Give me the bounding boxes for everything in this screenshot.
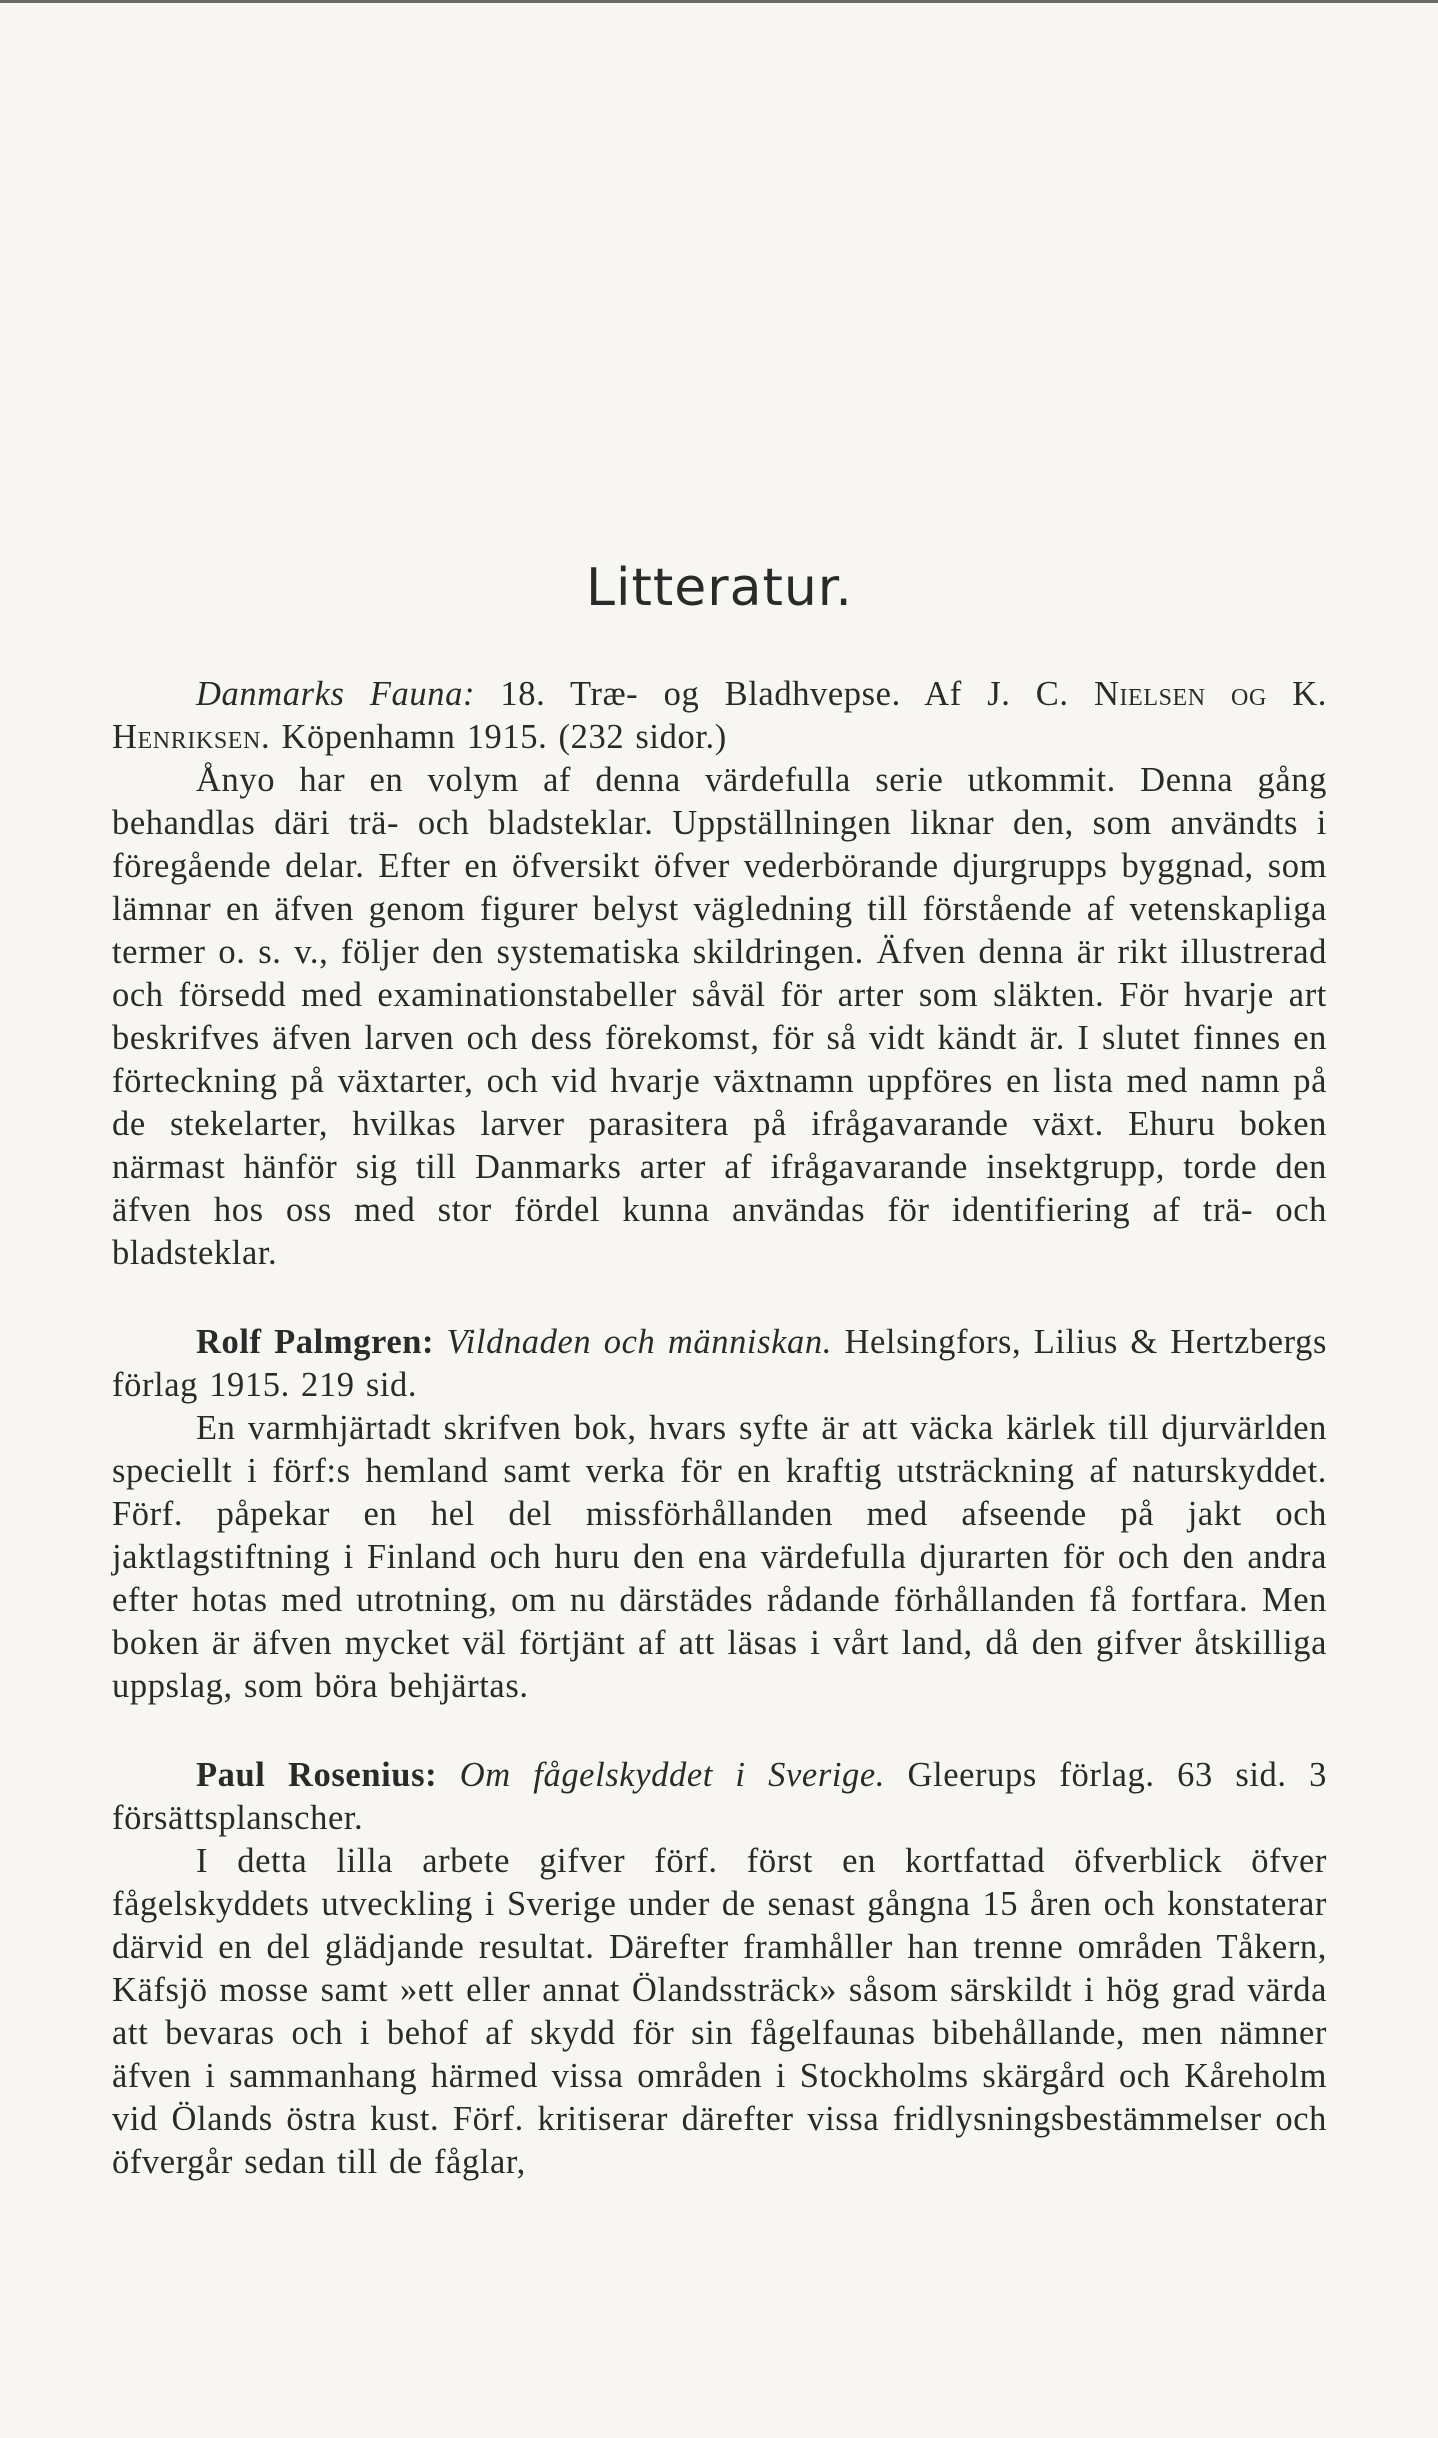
- review-title: Om fågelskyddet i Sverige.: [459, 1756, 886, 1795]
- review-author: Rolf Palmgren:: [196, 1323, 435, 1362]
- review-publication: Helsingfors, Lilius & Hertzbergs förlag 1915. 219 sid.: [112, 1323, 1327, 1405]
- review-body: Ånyo har en volym af denna värdefulla serie utkommit. Denna gång behandlas däri trä- och bladsteklar. Uppställningen liknar den, som användts i föregående delar. Efter en öfversikt öfver vederbörande djurgrupps byggnad, som lämnar en äfven genom figurer belyst vägledning till förstående af vetenskapliga termer o. s. v., följer den systematiska skildringen. Äfven denna är rikt illustrerad och försedd med examinationstabeller såväl för arter som släkten. För hvarje art beskrifves äfven larven och dess förekomst, för så vidt kändt är. I slutet finnes en förteckning på växtarter, och vid hvarje växtnamn uppföres en lista med namn på de stekelarter, hvilkas larver parasitera på ifrågavarande växt. Ehuru boken närmast hänför sig till Danmarks arter af ifrågavarande insektgrupp, torde den äfven hos oss med stor fördel kunna användas för identifiering af trä- och bladsteklar.: [112, 761, 1327, 1273]
- page-top-edge: [0, 0, 1438, 3]
- review-fagelskyddet: [112, 1754, 1327, 2184]
- review-citation: [112, 1754, 1327, 1840]
- review-author: Paul Rosenius:: [196, 1756, 438, 1795]
- review-body: En varmhjärtadt skrifven bok, hvars syfte är att väcka kärlek till djurvärlden speciellt i förf:s hemland samt verka för en kraftig utsträckning af naturskyddet. Förf. påpekar en hel del missförhållanden med afseende på jakt och jaktlagstiftning i Finland och huru den ena värdefulla djurarten för och den andra efter hotas med utrotning, om nu därstädes rådande förhållanden få fortfara. Men boken är äfven mycket väl förtjänt af att läsas i vårt land, då den gifver åtskilliga uppslag, som böra behjärtas.: [112, 1409, 1327, 1706]
- review-publication: Köpenhamn 1915. (232 sidor.): [270, 718, 727, 757]
- review-citation: [112, 1321, 1327, 1407]
- review-citation: [112, 673, 1327, 759]
- page-content: [112, 560, 1327, 2230]
- review-vildnaden: [112, 1321, 1327, 1708]
- page-title: Litteratur.: [586, 558, 853, 618]
- review-body: I detta lilla arbete gifver förf. först en kortfattad öfverblick öfver fågelskyddets utveckling i Sverige under de senast gångna 15 åren och konstaterar därvid en del glädjande resultat. Därefter framhåller han trenne områden Tåkern, Käfsjö mosse samt »ett eller annat Ölandssträck» såsom särskildt i hög grad värda att bevaras och i behof af skydd för sin fågelfaunas bibehållande, men nämner äfven i sammanhang härmed vissa områden i Stockholms skärgård och Kåreholm vid Ölands östra kust. Förf. kritiserar därefter vissa fridlysningsbestämmelser och öfvergår sedan till de fåglar,: [112, 1842, 1327, 2182]
- review-title: Vildnaden och människan.: [446, 1323, 832, 1362]
- review-danmarks-fauna: [112, 673, 1327, 1275]
- review-citation-detail: 18. Træ- og Bladhvepse. Af J. C.: [475, 675, 1094, 714]
- review-publication: Gleerups förlag. 63 sid. 3 försättsplanscher.: [112, 1756, 1327, 1838]
- review-authors: Nielsen og K. Henriksen.: [112, 675, 1327, 757]
- review-title: Danmarks Fauna:: [196, 675, 476, 714]
